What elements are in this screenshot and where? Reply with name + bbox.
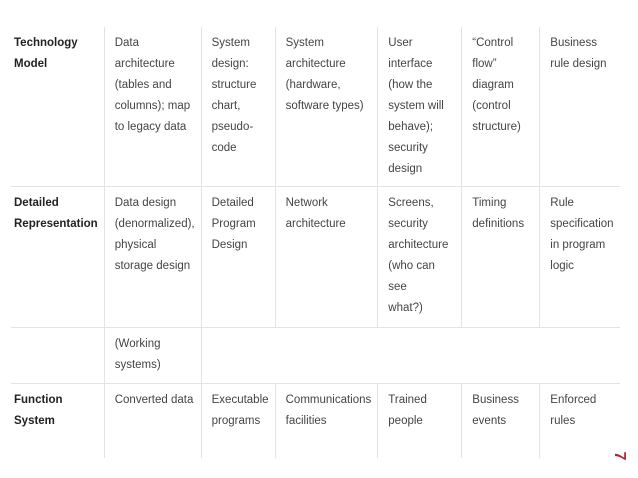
table-row [11,384,620,458]
table-cell: Timing definitions [462,187,540,328]
table-cell: Converted data [104,384,201,458]
table-cell [275,328,378,384]
table-cell [462,328,540,384]
table-cell [201,328,275,384]
page-number: 7 [611,451,628,461]
table-cell: Business events [462,384,540,458]
row-header: Function System [11,384,104,458]
row-header [11,328,104,384]
row-header: Detailed Representation [11,187,104,328]
table-cell: System design: structure chart, pseudo- code [201,27,275,187]
accent-bar-top [627,0,638,95]
table-cell: Business rule design [540,27,620,187]
table-row [11,328,620,384]
table-cell: System architecture (hardware, software types) [275,27,378,187]
table-cell: Rule specification in program logic [540,187,620,328]
table-cell: Data architecture (tables and columns); map to legacy data [104,27,201,187]
table-cell: Screens, security architecture (who can see what?) [378,187,462,328]
table-cell [540,328,620,384]
table-row [11,187,620,328]
framework-table [11,27,620,458]
table-cell: Network architecture [275,187,378,328]
table-cell: (Working systems) [104,328,201,384]
table-cell: Trained people [378,384,462,458]
table-cell: Executable programs [201,384,275,458]
table-cell: “Control flow” diagram (control structure) [462,27,540,187]
table-cell: Communications facilities [275,384,378,458]
accent-bar-bottom [627,95,638,478]
row-header: Technology Model [11,27,104,187]
table-cell: Detailed Program Design [201,187,275,328]
table-cell: User interface (how the system will behave); security design [378,27,462,187]
table-cell: Data design (denormalized), physical storage design [104,187,201,328]
table-cell [378,328,462,384]
table-cell: Enforced rules [550,394,597,427]
table-row [11,27,620,187]
